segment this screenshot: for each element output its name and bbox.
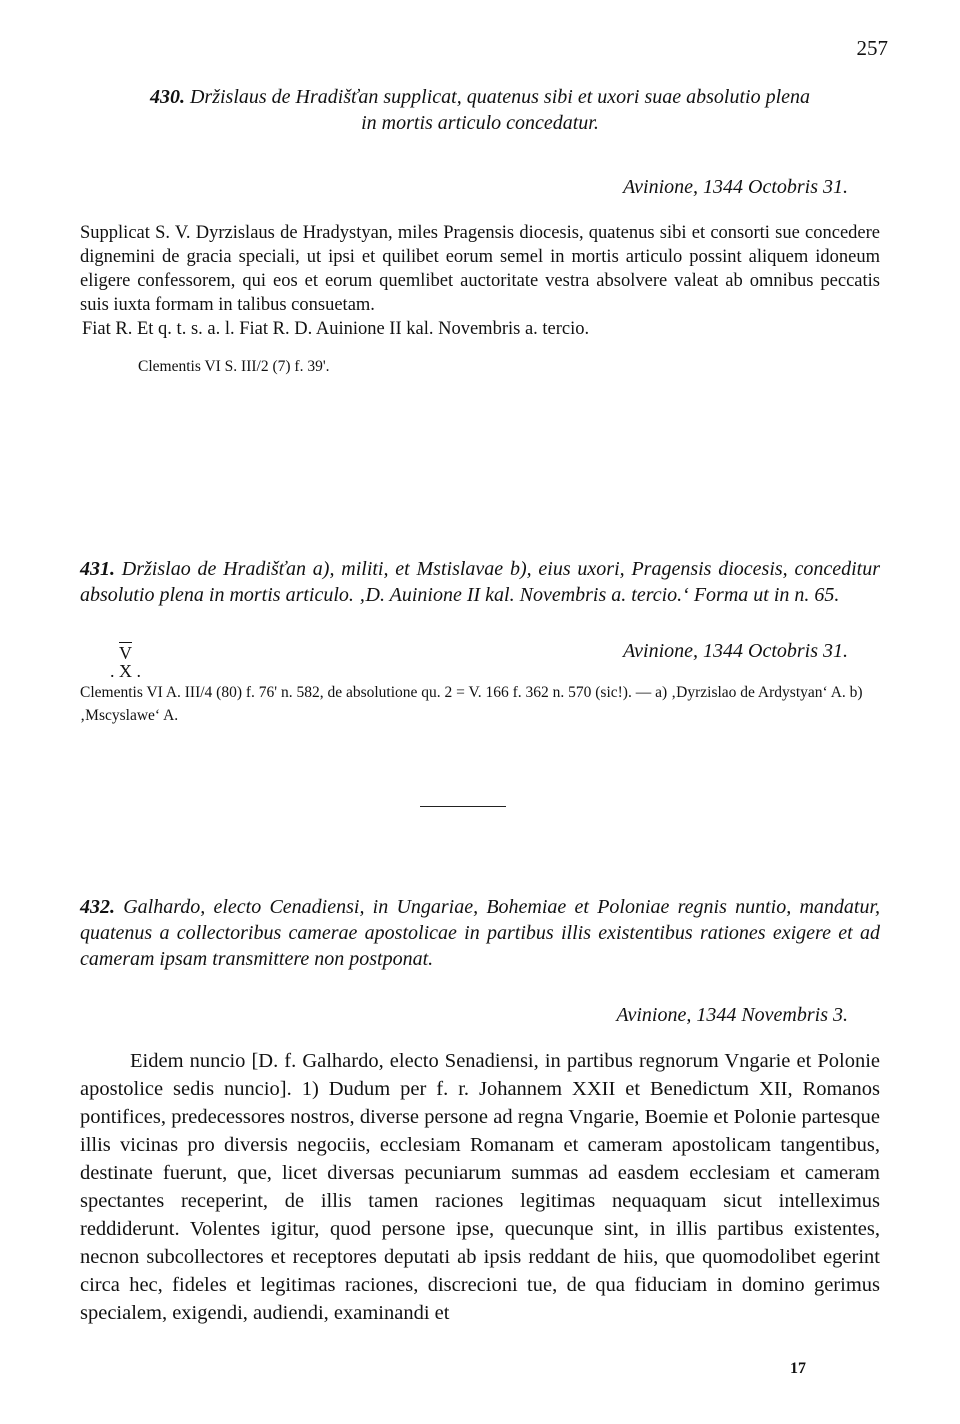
entry-heading-text: Držislaus de Hradišťan supplicat, quatenus sibi et uxori suae absolutio plena in mortis articulo concedatur. xyxy=(189,86,811,134)
registry-mark-top: $\overline{V}$ xyxy=(119,643,132,663)
entry-number: 430. xyxy=(149,86,185,108)
entry-432 xyxy=(80,894,880,1327)
entry-heading xyxy=(80,84,880,136)
entry-heading-text: Galhardo, electo Cenadiensi, in Ungariae, Bohemiae et Poloniae regnis nuntio, mandatur, quatenus a collectoribus camerae apostolicae in partibus illis existentibus rationes exigere et ad cameram ipsam transmittere non postponat. xyxy=(80,896,881,970)
entry-body: Supplicat S. V. Dyrzislaus de Hradystyan, miles Pragensis diocesis, quatenus sibi et consorti sue concedere dignemini de gracia speciali, ut ipsi et quilibet eorum semel in mortis articulo possint aliquem idoneum eligere confessorem, qui eos et eorum quemlibet auctoritate vestra absolvere valeat ab omnibus peccatis suis iuxta formam in talibus consuetam. xyxy=(80,223,880,315)
entry-431 xyxy=(80,556,880,727)
registry-mark xyxy=(110,644,141,680)
entry-heading-text: Držislao de Hradišťan a), militi, et Mstislavae b), eius uxori, Pragensis diocesis, conceditur absolutio plena in mortis articulo. ‚D. Auinione II kal. Novembris a. tercio.‘ Forma ut in n. 65. xyxy=(80,558,880,606)
registry-mark-bottom: . X . xyxy=(110,661,141,681)
entry-dateline: Avinione, 1344 Novembris 3. xyxy=(616,1004,848,1026)
entry-source: Clementis VI A. III/4 (80) f. 76' n. 582, de absolutione qu. 2 = V. 166 f. 362 n. 570 (sic!). — a) ‚Dyrzislao de Ardystyan‘ A. b) ‚Mscyslawe‘ A. xyxy=(80,684,863,724)
entry-dateline: Avinione, 1344 Octobris 31. xyxy=(623,176,848,198)
entry-number: 432. xyxy=(80,896,115,918)
signature-mark: 17 xyxy=(790,1360,806,1377)
entry-body xyxy=(80,1047,880,1327)
entry-heading xyxy=(80,894,880,972)
entry-source: Clementis VI S. III/2 (7) f. 39'. xyxy=(138,358,330,375)
entry-430 xyxy=(80,84,880,376)
entry-heading xyxy=(80,556,880,608)
entry-fiat: Fiat R. Et q. t. s. a. l. Fiat R. D. Auinione II kal. Novembris a. tercio. xyxy=(82,319,590,339)
entry-number: 431. xyxy=(80,558,115,580)
entry-dateline: Avinione, 1344 Octobris 31. xyxy=(623,640,848,662)
entry-body-text: Eidem nuncio [D. f. Galhardo, electo Senadiensi, in partibus regnorum Vngarie et Polonie apostolice sedis nuncio]. 1) Dudum per f. r. Johannem XXII et Benedictum XII, Romanos pontifices, predecessores nostros, diverse persone ad regna Vngarie, Boemie et Polonie partesque illis vicinas pro diversis negociis, ecclesiam Romanam et cameram apostolicam tangentibus, destinate fuerunt, que, licet diversas pecuniarum summas ad easdem ecclesiam et cameram spectantes receperint, de illis tamen raciones legitimas nequaquam sicut intelleximus reddiderunt. Volentes igitur, quod persone ipse, quecunque sint, in illis partibus existentes, necnon subcollectores et receptores deputati ab ipsis reddant de hiis, que quomodolibet egerint circa hec, fideles et legitimas raciones, discrecioni tue, de qua fiduciam in domino gerimus specialem, exigendi, audiendi, examinandi et xyxy=(80,1050,880,1324)
page-number: 257 xyxy=(856,36,888,60)
separator-rule xyxy=(420,806,506,807)
